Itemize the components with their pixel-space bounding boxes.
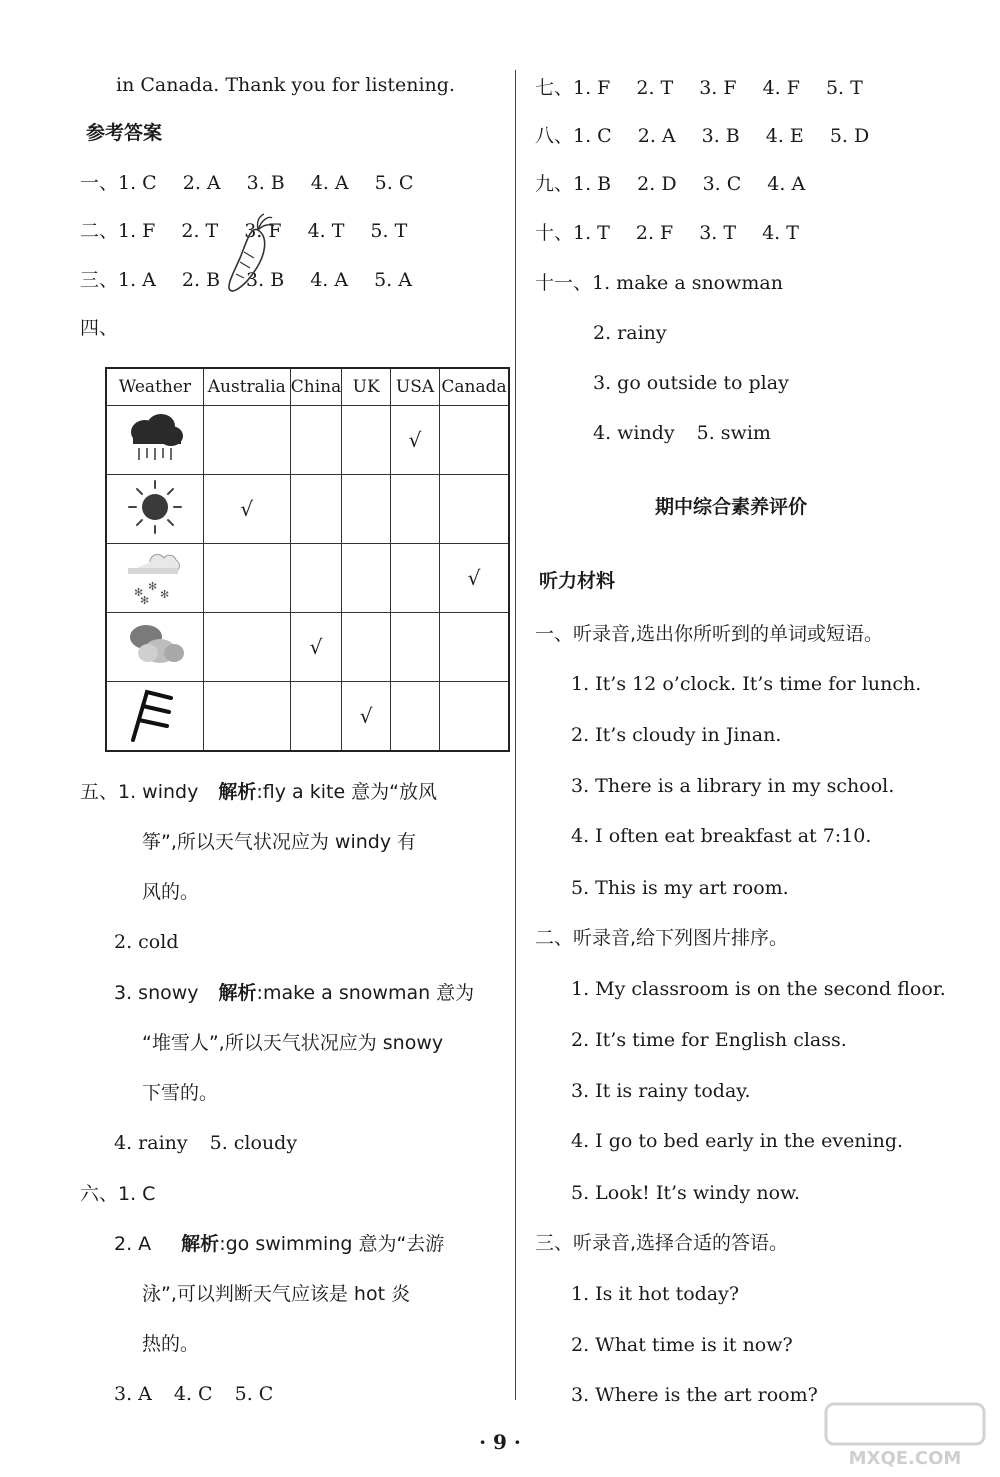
section-label: 一、 — [80, 172, 119, 194]
rain-cloud-icon — [123, 412, 187, 464]
answer-text: 5. cloudy — [209, 1132, 298, 1154]
analysis-text: :go swimming 意为“去游 — [219, 1233, 445, 1255]
analysis-keyword: 解析 — [218, 982, 257, 1004]
answer-text: 5. C — [234, 1383, 274, 1405]
exam-title: 期中综合素养评价 — [655, 496, 808, 518]
answer-item: 2. F — [635, 222, 674, 244]
answer-item: 3. C — [702, 173, 742, 195]
answer-item: 2. D — [637, 173, 677, 195]
answer-item: 4. E — [765, 125, 804, 147]
weather-icon-cell — [106, 544, 203, 613]
part-2-line: 2. It’s time for English class. — [571, 1029, 847, 1051]
analysis-text: :fly a kite 意为“放风 — [256, 781, 438, 803]
section-5-line-7: 下雪的。 — [142, 1082, 219, 1104]
check-cell — [290, 475, 341, 544]
answer-text: 1. make a snowman — [592, 272, 783, 294]
answer-item: 3. B — [246, 172, 285, 194]
part-2-line: 4. I go to bed early in the evening. — [571, 1130, 904, 1152]
answer-item: 4. F — [762, 77, 800, 99]
part-1-title: 一、听录音,选出你所听到的单词或短语。 — [535, 623, 884, 645]
answer-item: 2. T — [636, 77, 674, 99]
answer-section-11-line-1 — [535, 270, 783, 296]
analysis-keyword: 解析 — [218, 781, 257, 803]
answer-item: 3. B — [701, 125, 740, 147]
answer-item: 1. F — [118, 220, 156, 242]
section-5-line-8 — [114, 1130, 297, 1156]
answer-section-8 — [535, 123, 895, 149]
analysis-text: :make a snowman 意为 — [256, 982, 475, 1004]
answer-item: 2. A — [182, 172, 221, 194]
watermark-text: MXQE.COM — [848, 1448, 962, 1469]
part-3-line: 3. Where is the art room? — [571, 1384, 818, 1406]
section-5-line-6: “堆雪人”,所以天气状况应为 snowy — [142, 1032, 444, 1054]
answers-heading: 参考答案 — [86, 122, 163, 144]
weather-icon-cell — [106, 475, 203, 544]
check-cell — [203, 682, 290, 752]
weather-icon-cell — [106, 613, 203, 682]
answer-text: 1. C — [118, 1183, 156, 1205]
section-6-line-4: 热的。 — [142, 1333, 200, 1355]
section-label: 二、 — [80, 220, 119, 242]
answer-item: 3. T — [699, 222, 737, 244]
check-cell — [342, 475, 391, 544]
answer-item: 5. T — [370, 220, 408, 242]
section-6-line-1 — [80, 1181, 155, 1207]
answer-item: 2. T — [181, 220, 219, 242]
answer-item: 4. A — [310, 269, 349, 291]
answer-item: 2. A — [637, 125, 676, 147]
part-3-line: 1. Is it hot today? — [571, 1283, 740, 1305]
answer-text: 2. A — [114, 1233, 152, 1255]
section-label: 八、 — [535, 125, 574, 147]
part-2-title: 二、听录音,给下列图片排序。 — [535, 927, 789, 949]
answer-text: 1. windy — [118, 781, 199, 803]
section-6-line-3: 泳”,可以判断天气应该是 hot 炎 — [142, 1283, 411, 1305]
answer-item: 1. A — [118, 269, 156, 291]
check-cell — [342, 544, 391, 613]
check-cell — [290, 682, 341, 752]
check-cell: √ — [342, 682, 391, 752]
section-label: 六、 — [80, 1183, 119, 1205]
column-divider — [515, 70, 516, 1400]
answer-section-7 — [535, 75, 889, 101]
answer-item: 3. F — [699, 77, 737, 99]
table-row — [106, 406, 509, 475]
part-3-title: 三、听录音,选择合适的答语。 — [535, 1232, 789, 1254]
analysis-keyword: 解析 — [181, 1233, 220, 1255]
check-cell — [391, 544, 440, 613]
snow-icon — [120, 546, 190, 606]
listening-heading: 听力材料 — [539, 570, 616, 592]
answer-text: 4. windy — [593, 422, 675, 444]
section-5-line-1 — [80, 779, 437, 805]
check-cell: √ — [391, 406, 440, 475]
svg-text:✻: ✻ — [133, 585, 144, 599]
table-header: UK — [342, 368, 391, 406]
answer-item: 3. F — [244, 220, 282, 242]
table-header-row — [106, 368, 509, 406]
check-cell: √ — [203, 475, 290, 544]
table-header: Weather — [106, 368, 203, 406]
answer-item: 1. T — [573, 222, 610, 244]
weather-icon-cell — [106, 406, 203, 475]
table-header: China — [290, 368, 341, 406]
table-row — [106, 475, 509, 544]
answer-text: 3. snowy — [114, 982, 199, 1004]
check-cell: √ — [290, 613, 341, 682]
table-row — [106, 544, 509, 613]
answer-section-1 — [80, 170, 439, 196]
check-cell — [391, 475, 440, 544]
table-header: Australia — [203, 368, 290, 406]
answer-item: 4. T — [307, 220, 345, 242]
table-header: Canada — [440, 368, 510, 406]
answer-item: 1. C — [573, 125, 612, 147]
check-cell — [290, 544, 341, 613]
answer-section-11-line-4 — [593, 420, 771, 446]
answer-text: 3. A — [114, 1383, 152, 1405]
table-row — [106, 613, 509, 682]
answer-item: 1. C — [118, 172, 157, 194]
answer-text: 4. rainy — [114, 1132, 188, 1154]
carrot-doodle-icon — [220, 210, 280, 300]
check-cell — [203, 544, 290, 613]
answer-item: 4. A — [310, 172, 349, 194]
answer-section-10 — [535, 220, 825, 246]
part-1-line: 3. There is a library in my school. — [571, 775, 895, 797]
weather-table — [105, 367, 510, 752]
table-row — [106, 682, 509, 752]
section-label: 五、 — [80, 781, 119, 803]
answer-item: 2. B — [181, 269, 221, 291]
check-cell — [440, 613, 510, 682]
check-cell — [203, 406, 290, 475]
section-label: 十、 — [535, 222, 574, 244]
section-label: 九、 — [535, 173, 574, 195]
weather-icon-cell — [106, 682, 203, 752]
section-6-line-5 — [114, 1381, 273, 1407]
part-2-line: 5. Look! It’s windy now. — [571, 1182, 801, 1204]
check-cell — [342, 613, 391, 682]
part-2-line: 1. My classroom is on the second floor. — [571, 978, 946, 1000]
answer-item: 1. F — [573, 77, 611, 99]
intro-end-line: in Canada. Thank you for listening. — [116, 74, 455, 96]
check-cell: √ — [440, 544, 510, 613]
answer-text: 4. C — [173, 1383, 213, 1405]
section-5-line-4: 2. cold — [114, 931, 179, 953]
windy-icon — [123, 684, 187, 744]
answer-item: 5. A — [374, 269, 412, 291]
check-cell — [391, 682, 440, 752]
table-header: USA — [391, 368, 440, 406]
section-5-line-2: 筝”,所以天气状况应为 windy 有 — [142, 831, 417, 853]
part-1-line: 2. It’s cloudy in Jinan. — [571, 724, 782, 746]
section-4-label: 四、 — [80, 317, 119, 339]
answer-section-11-line-3: 3. go outside to play — [593, 372, 789, 394]
part-1-line: 5. This is my art room. — [571, 877, 789, 899]
check-cell — [440, 406, 510, 475]
sun-icon — [123, 477, 187, 537]
part-1-line: 4. I often eat breakfast at 7:10. — [571, 825, 872, 847]
watermark-logo-icon — [820, 1400, 990, 1470]
answer-section-9 — [535, 171, 831, 197]
part-1-line: 1. It’s 12 o’clock. It’s time for lunch. — [571, 673, 922, 695]
answer-item: 4. T — [762, 222, 799, 244]
part-3-line: 2. What time is it now? — [571, 1334, 793, 1356]
svg-text:✻: ✻ — [147, 579, 158, 593]
section-label: 七、 — [535, 77, 574, 99]
answer-item: 5. C — [374, 172, 414, 194]
page-number: · 9 · — [479, 1430, 521, 1454]
cloudy-icon — [122, 617, 188, 673]
svg-text:✻: ✻ — [139, 593, 150, 606]
check-cell — [391, 613, 440, 682]
section-5-line-3: 风的。 — [142, 881, 200, 903]
answer-item: 5. T — [825, 77, 863, 99]
answer-section-11-line-2: 2. rainy — [593, 322, 667, 344]
answer-item: 4. A — [767, 173, 806, 195]
check-cell — [440, 475, 510, 544]
section-6-line-2 — [114, 1231, 444, 1257]
section-label: 十一、 — [535, 272, 593, 294]
check-cell — [342, 406, 391, 475]
check-cell — [290, 406, 341, 475]
answer-item: 5. D — [829, 125, 870, 147]
section-5-line-5 — [114, 980, 474, 1006]
check-cell — [440, 682, 510, 752]
answer-item: 3. B — [246, 269, 285, 291]
answer-item: 1. B — [573, 173, 612, 195]
section-label: 三、 — [80, 269, 119, 291]
check-cell — [203, 613, 290, 682]
svg-text:✻: ✻ — [159, 587, 170, 601]
part-2-line: 3. It is rainy today. — [571, 1080, 751, 1102]
answer-text: 5. swim — [696, 422, 771, 444]
